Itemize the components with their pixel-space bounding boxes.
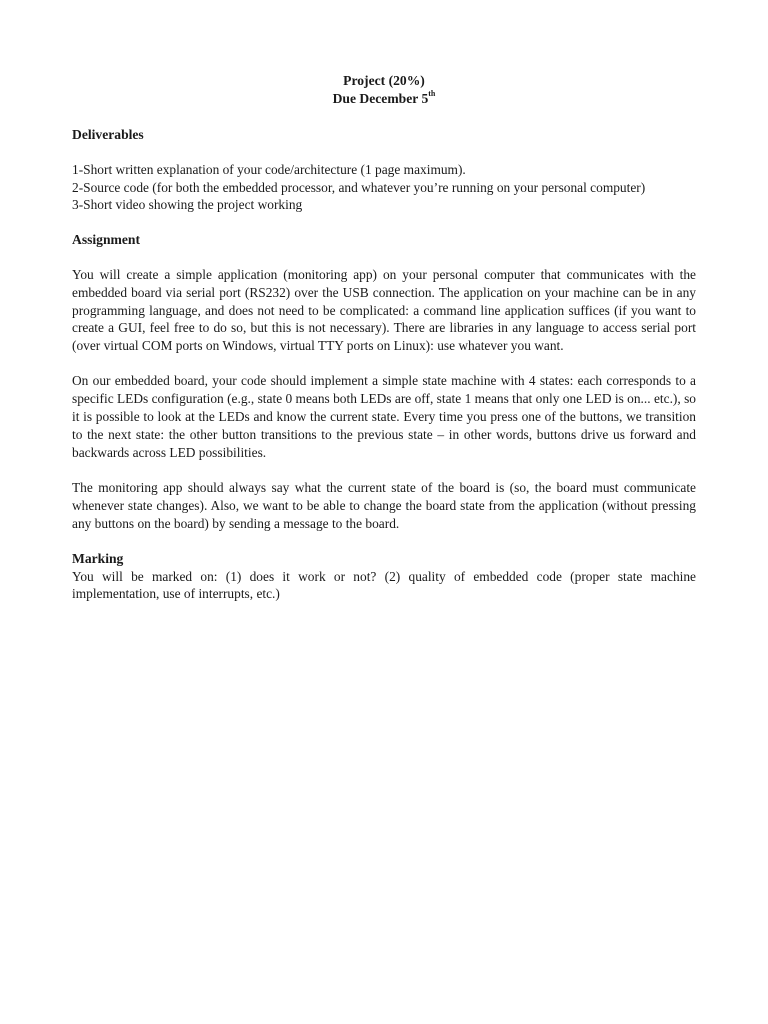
due-date	[72, 90, 696, 108]
deliverables-heading: Deliverables	[72, 127, 144, 142]
deliverable-item: 1-Short written explanation of your code/architecture (1 page maximum).	[72, 161, 466, 177]
project-title: Project (20%)	[343, 73, 425, 88]
assignment-paragraph: You will create a simple application (monitoring app) on your personal computer that communicates with the embedded board via serial port (RS232) over the USB connection. The application on your machine can be in any programming language, and does not need to be complicated: a command line application suffices (if you want to create a GUI, feel free to do so, but this is not necessary). There are libraries in any language to access serial port (over virtual COM ports on Windows, virtual TTY ports on Linux): use whatever you want.	[72, 266, 696, 354]
deliverables-list	[72, 161, 696, 214]
due-date-ordinal: th	[428, 89, 436, 99]
due-date-text: Due December 5	[332, 91, 429, 106]
assignment-paragraph: On our embedded board, your code should implement a simple state machine with 4 states: each corresponds to a specific LEDs configuration (e.g., state 0 means both LEDs are off, state 1 means that only one LED is on... etc.), so it is possible to look at the LEDs and know the current state. Every time you press one of the buttons, we transition to the next state: the other button transitions to the previous state – in other words, buttons drive us forward and backwards across LED possibilities.	[72, 373, 696, 460]
deliverable-item: 2-Source code (for both the embedded processor, and whatever you’re running on your personal computer)	[72, 179, 646, 195]
marking-heading: Marking	[72, 550, 124, 566]
title-block	[72, 72, 696, 108]
assignment-paragraph: The monitoring app should always say what the current state of the board is (so, the board must communicate whenever state changes). Also, we want to be able to change the board state from the application (without pressing any buttons on the board) by sending a message to the board.	[72, 479, 696, 531]
assignment-heading: Assignment	[72, 232, 140, 248]
deliverable-item: 3-Short video showing the project working	[72, 197, 303, 213]
marking-text: You will be marked on: (1) does it work or not? (2) quality of embedded code (proper state machine implementation, use of interrupts, etc.)	[72, 568, 696, 602]
document-page	[72, 72, 696, 603]
